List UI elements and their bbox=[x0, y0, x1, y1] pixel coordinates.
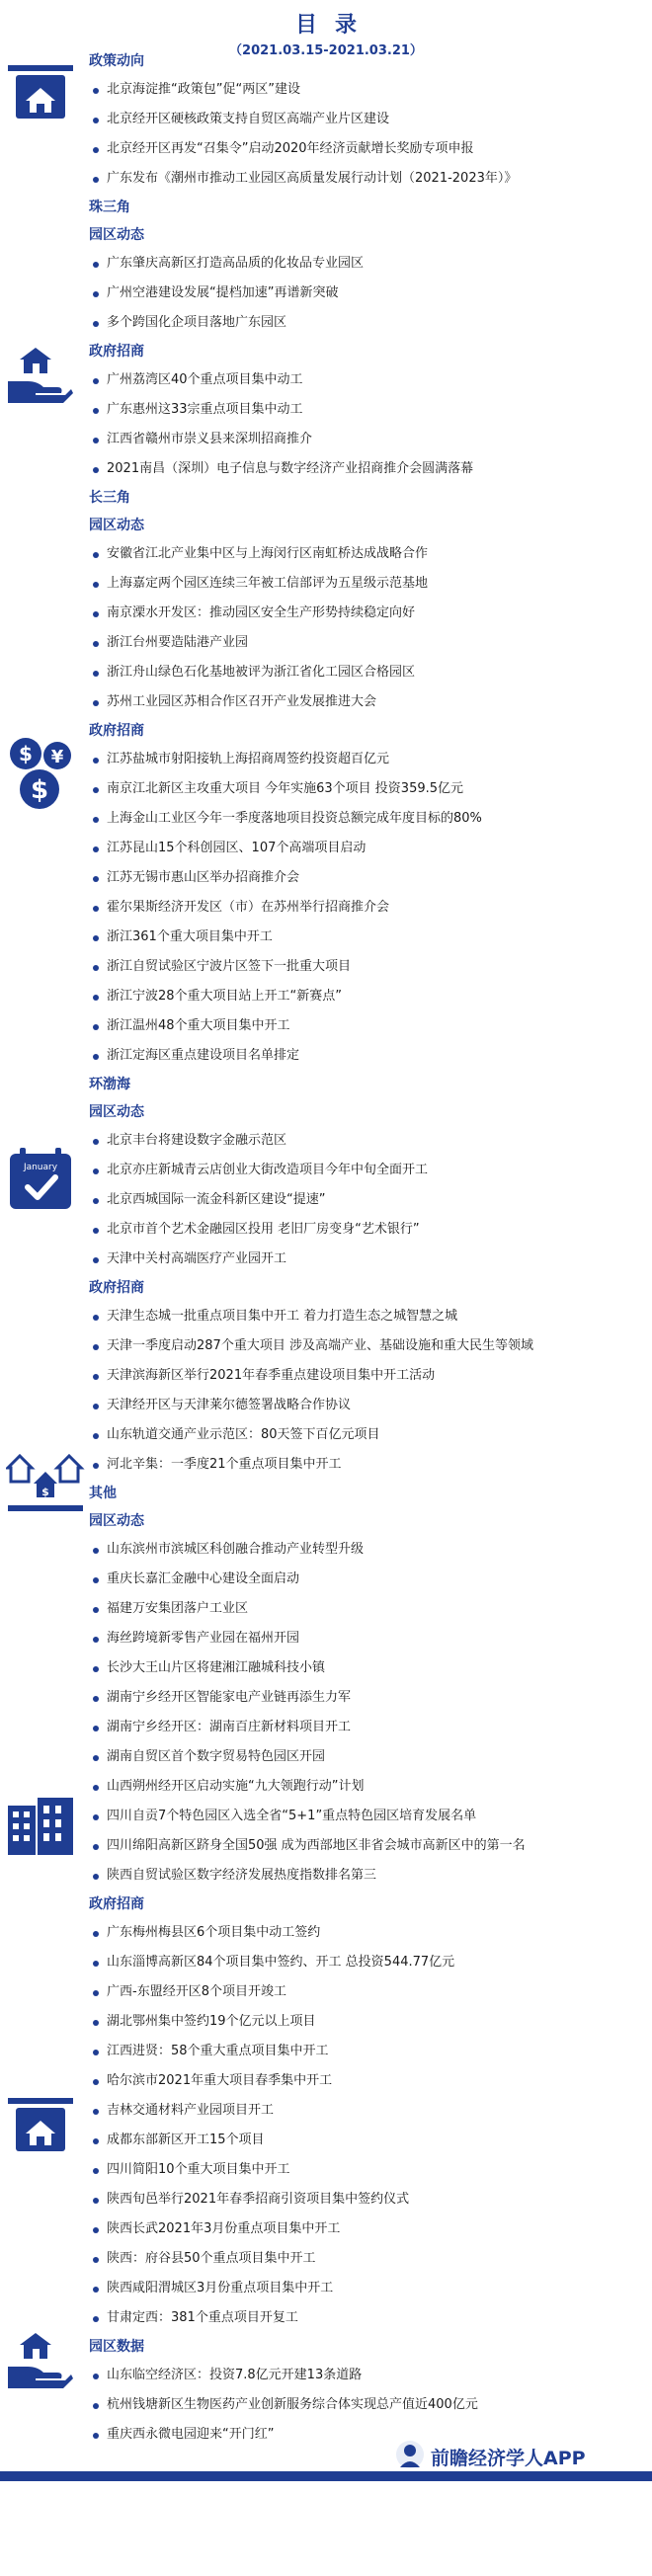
list-item[interactable]: 长沙大王山片区将建湘江融城科技小镇 bbox=[89, 1653, 647, 1683]
list-item[interactable]: 山东临空经济区：投资7.8亿元开建13条道路 bbox=[89, 2361, 647, 2390]
list-item[interactable]: 多个跨国化企项目落地广东园区 bbox=[89, 308, 647, 338]
list-item[interactable]: 四川自贡7个特色园区入选全省“5+1”重点特色园区培育发展名单 bbox=[89, 1802, 647, 1831]
category-heading: 园区动态 bbox=[89, 1104, 144, 1120]
category-heading: 政策动向 bbox=[89, 53, 144, 69]
list-item[interactable]: 北京市首个艺术金融园区投用 老旧厂房变身“艺术银行” bbox=[89, 1215, 647, 1245]
category-heading: 政府招商 bbox=[89, 1896, 144, 1912]
app-logo bbox=[395, 2440, 425, 2469]
list-item[interactable]: 苏州工业园区苏相合作区召开产业发展推进大会 bbox=[89, 687, 647, 717]
list-item[interactable]: 浙江台州要造陆港产业园 bbox=[89, 628, 647, 658]
list-item[interactable]: 上海金山工业区今年一季度落地项目投资总额完成年度目标的80% bbox=[89, 804, 647, 834]
app-name: 前瞻经济学人APP bbox=[431, 2448, 586, 2469]
list-item[interactable]: 哈尔滨市2021年重大项目春季集中开工 bbox=[89, 2066, 647, 2096]
list-item[interactable]: 陕西咸阳渭城区3月份重点项目集中开工 bbox=[89, 2274, 647, 2303]
list-item[interactable]: 江西省赣州市崇义县来深圳招商推介 bbox=[89, 425, 647, 454]
list-item[interactable]: 广东发布《潮州市推动工业园区高质量发展行动计划（2021-2023年）》 bbox=[89, 164, 647, 194]
category-heading: 园区动态 bbox=[89, 518, 144, 533]
list-item[interactable]: 北京海淀推“政策包”促“两区”建设 bbox=[89, 75, 647, 105]
region-heading: 珠三角 bbox=[89, 200, 130, 215]
category-heading: 政府招商 bbox=[89, 723, 144, 739]
list-item[interactable]: 上海嘉定两个园区连续三年被工信部评为五星级示范基地 bbox=[89, 569, 647, 599]
category-heading: 园区数据 bbox=[89, 2339, 144, 2355]
hand-house-icon-2 bbox=[6, 2331, 75, 2390]
list-item[interactable]: 天津经开区与天津莱尔德签署战略合作协议 bbox=[89, 1391, 647, 1420]
list-item[interactable]: 广东惠州这33宗重点项目集中动工 bbox=[89, 395, 647, 425]
house-sign-icon bbox=[6, 61, 75, 126]
list-item[interactable]: 湖南宁乡经开区智能家电产业链再添生力军 bbox=[89, 1683, 647, 1713]
list-item[interactable]: 江西进贤：58个重大重点项目集中开工 bbox=[89, 2037, 647, 2066]
list-item[interactable]: 山东淄博高新区84个项目集中签约、开工 总投资544.77亿元 bbox=[89, 1948, 647, 1977]
money-coins-icon bbox=[6, 736, 75, 813]
list-item[interactable]: 天津一季度启动287个重大项目 涉及高端产业、基础设施和重大民生等领域 bbox=[89, 1331, 647, 1361]
list-item[interactable]: 2021南昌（深圳）电子信息与数字经济产业招商推介会圆满落幕 bbox=[89, 454, 647, 484]
list-item[interactable]: 甘肃定西：381个重点项目开复工 bbox=[89, 2303, 647, 2333]
list-item[interactable]: 浙江361个重大项目集中开工 bbox=[89, 923, 647, 952]
list-item[interactable]: 杭州钱塘新区生物医药产业创新服务综合体实现总产值近400亿元 bbox=[89, 2390, 647, 2420]
hand-house-icon bbox=[6, 346, 75, 405]
page-title: 目录 bbox=[294, 13, 374, 38]
list-item[interactable]: 河北辛集：一季度21个重点项目集中开工 bbox=[89, 1450, 647, 1480]
svg-text:$: $ bbox=[30, 775, 49, 805]
list-item[interactable]: 成都东部新区开工15个项目 bbox=[89, 2126, 647, 2155]
calendar-label: January bbox=[23, 1163, 58, 1172]
list-item[interactable]: 四川简阳10个重大项目集中开工 bbox=[89, 2155, 647, 2185]
list-item[interactable]: 广州空港建设发展“提档加速”再谱新突破 bbox=[89, 279, 647, 308]
category-heading: 政府招商 bbox=[89, 1280, 144, 1296]
list-item[interactable]: 浙江温州48个重大项目集中开工 bbox=[89, 1011, 647, 1041]
list-item[interactable]: 江苏盐城市射阳接轨上海招商周签约投资超百亿元 bbox=[89, 745, 647, 774]
list-item[interactable]: 南京溧水开发区：推动园区安全生产形势持续稳定向好 bbox=[89, 599, 647, 628]
list-item[interactable]: 北京西城国际一流金科新区建设“提速” bbox=[89, 1185, 647, 1215]
list-item[interactable]: 广东梅州梅县区6个项目集中动工签约 bbox=[89, 1918, 647, 1948]
list-item[interactable]: 山东滨州市滨城区科创融合推动产业转型升级 bbox=[89, 1535, 647, 1565]
list-item[interactable]: 湖北鄂州集中签约19个亿元以上项目 bbox=[89, 2007, 647, 2037]
office-building-icon bbox=[6, 1796, 75, 1857]
list-item[interactable]: 陕西旬邑举行2021年春季招商引资项目集中签约仪式 bbox=[89, 2185, 647, 2214]
list-item[interactable]: 霍尔果斯经济开发区（市）在苏州举行招商推介会 bbox=[89, 893, 647, 923]
category-heading: 园区动态 bbox=[89, 227, 144, 243]
list-item[interactable]: 江苏昆山15个科创园区、107个高端项目启动 bbox=[89, 834, 647, 863]
list-item[interactable]: 重庆西永微电园迎来“开门红” bbox=[89, 2420, 647, 2450]
house-sign-icon-2 bbox=[6, 2094, 75, 2159]
houses-price-icon bbox=[6, 1454, 85, 1519]
list-item[interactable]: 南京江北新区主攻重大项目 今年实施63个项目 投资359.5亿元 bbox=[89, 774, 647, 804]
table-of-contents bbox=[89, 47, 647, 2450]
list-item[interactable]: 江苏无锡市惠山区举办招商推介会 bbox=[89, 863, 647, 893]
list-item[interactable]: 海丝跨境新零售产业园在福州开园 bbox=[89, 1624, 647, 1653]
list-item[interactable]: 北京丰台将建设数字金融示范区 bbox=[89, 1126, 647, 1156]
list-item[interactable]: 浙江定海区重点建设项目名单排定 bbox=[89, 1041, 647, 1071]
list-item[interactable]: 山西朔州经开区启动实施“九大领跑行动”计划 bbox=[89, 1772, 647, 1802]
list-item[interactable]: 广西-东盟经开区8个项目开竣工 bbox=[89, 1977, 647, 2007]
category-heading: 政府招商 bbox=[89, 344, 144, 360]
list-item[interactable]: 浙江自贸试验区宁波片区签下一批重大项目 bbox=[89, 952, 647, 982]
list-item[interactable]: 湖南自贸区首个数字贸易特色园区开园 bbox=[89, 1742, 647, 1772]
svg-text:$: $ bbox=[19, 742, 33, 765]
list-item[interactable]: 北京经开区再发“召集令”启动2020年经济贡献增长奖励专项申报 bbox=[89, 134, 647, 164]
list-item[interactable]: 吉林交通材料产业园项目开工 bbox=[89, 2096, 647, 2126]
list-item[interactable]: 安徽省江北产业集中区与上海闵行区南虹桥达成战略合作 bbox=[89, 539, 647, 569]
list-item[interactable]: 四川绵阳高新区跻身全国50强 成为西部地区非省会城市高新区中的第一名 bbox=[89, 1831, 647, 1861]
region-heading: 环渤海 bbox=[89, 1077, 130, 1092]
list-item[interactable]: 重庆长嘉汇金融中心建设全面启动 bbox=[89, 1565, 647, 1594]
list-item[interactable]: 天津中关村高端医疗产业园开工 bbox=[89, 1245, 647, 1274]
list-item[interactable]: 陕西自贸试验区数字经济发展热度指数排名第三 bbox=[89, 1861, 647, 1891]
svg-text:$: $ bbox=[41, 1486, 49, 1498]
region-heading: 长三角 bbox=[89, 490, 130, 506]
list-item[interactable]: 浙江舟山绿色石化基地被评为浙江省化工园区合格园区 bbox=[89, 658, 647, 687]
date-range: （2021.03.15-2021.03.21） bbox=[229, 43, 423, 58]
list-item[interactable]: 北京经开区硬核政策支持自贸区高端产业片区建设 bbox=[89, 105, 647, 134]
list-item[interactable]: 广州荔湾区40个重点项目集中动工 bbox=[89, 365, 647, 395]
list-item[interactable]: 广东肇庆高新区打造高品质的化妆品专业园区 bbox=[89, 249, 647, 279]
list-item[interactable]: 湖南宁乡经开区：湖南百庄新材料项目开工 bbox=[89, 1713, 647, 1742]
category-heading: 园区动态 bbox=[89, 1513, 144, 1529]
list-item[interactable]: 福建万安集团落户工业区 bbox=[89, 1594, 647, 1624]
list-item[interactable]: 天津生态城一批重点项目集中开工 着力打造生态之城智慧之城 bbox=[89, 1302, 647, 1331]
list-item[interactable]: 山东轨道交通产业示范区：80天签下百亿元项目 bbox=[89, 1420, 647, 1450]
calendar-icon bbox=[6, 1146, 75, 1213]
list-item[interactable]: 天津滨海新区举行2021年春季重点建设项目集中开工活动 bbox=[89, 1361, 647, 1391]
list-item[interactable]: 陕西：府谷县50个重点项目集中开工 bbox=[89, 2244, 647, 2274]
list-item[interactable]: 陕西长武2021年3月份重点项目集中开工 bbox=[89, 2214, 647, 2244]
list-item[interactable]: 浙江宁波28个重大项目站上开工“新赛点” bbox=[89, 982, 647, 1011]
footer-bar bbox=[0, 2471, 652, 2481]
list-item[interactable]: 北京亦庄新城青云店创业大街改造项目今年中旬全面开工 bbox=[89, 1156, 647, 1185]
svg-text:¥: ¥ bbox=[50, 747, 64, 767]
region-heading: 其他 bbox=[89, 1486, 117, 1501]
